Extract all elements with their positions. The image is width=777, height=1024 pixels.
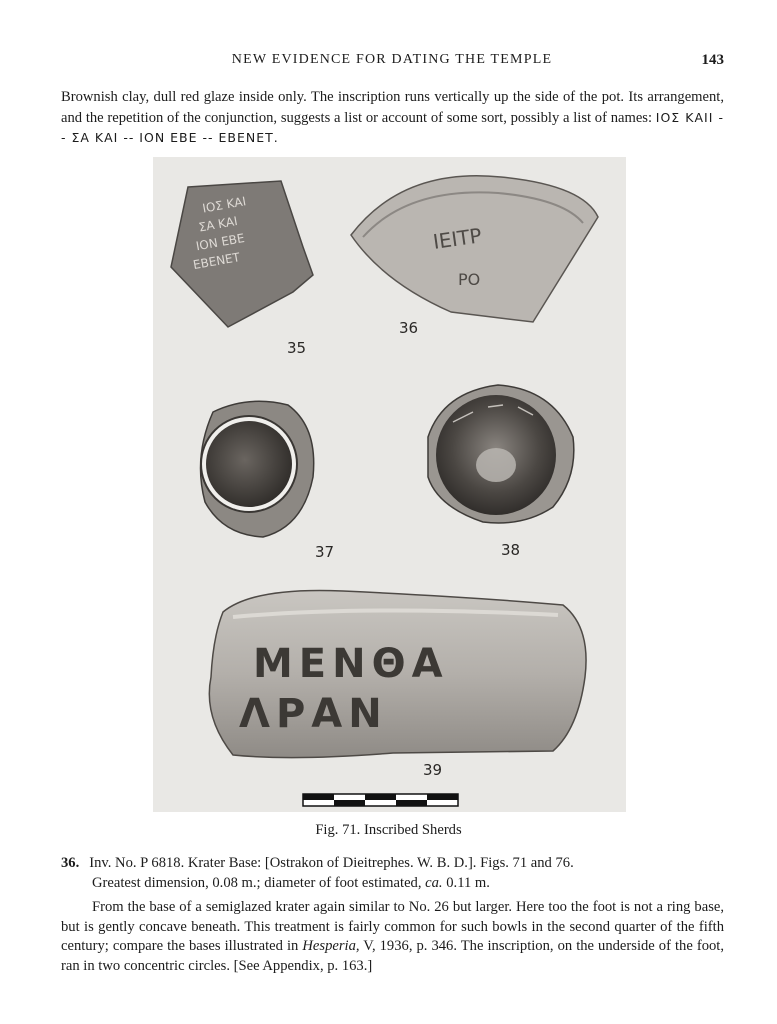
entry-circa: ca. <box>425 874 443 891</box>
sherd-36-line-2: ΡΟ <box>458 270 481 289</box>
entry-dimensions: Greatest dimension, 0.08 m.; diameter of foot estimated, <box>92 874 422 891</box>
entry-line-1: Inv. No. P 6818. Krater Base: [Ostrakon of Dieitrephes. W. B. D.]. Figs. 71 and 76. <box>89 855 574 871</box>
scale-bar <box>303 794 458 806</box>
sherd-39 <box>209 590 586 757</box>
intro-paragraph <box>61 88 724 149</box>
label-39: 39 <box>423 761 443 779</box>
sherd-36-line-1: ΙΕΙΤΡ <box>431 223 484 254</box>
entry-number: 36. <box>61 855 80 871</box>
sherd-35-line-2: ΣΑ ΚΑΙ <box>197 213 239 235</box>
catalogue-entry-body <box>61 898 724 976</box>
label-37: 37 <box>315 543 335 561</box>
entry-line-2 <box>61 874 724 894</box>
sherd-39-line-2: ΛΡΑΝ <box>239 691 388 737</box>
sherd-35 <box>171 181 313 327</box>
running-title: NEW EVIDENCE FOR DATING THE TEMPLE <box>231 52 553 67</box>
entry-description-text: From the base of a semiglazed krater again similar to No. 26 but larger. Here too the foot is not a ring base, but is gently concave beneath. This treatment is fairly common for such bowls in the second quarter of the fifth century; compare the bases illustrated in <box>61 899 724 954</box>
running-head <box>60 52 724 72</box>
sherd-35-line-1: ΙΟΣ ΚΑΙ <box>201 194 248 216</box>
sherd-36 <box>351 176 598 322</box>
journal-title: Hesperia, <box>302 938 360 954</box>
entry-description <box>61 898 724 976</box>
sherd-37 <box>201 401 314 537</box>
label-36: 36 <box>399 319 419 337</box>
figure-plate <box>153 157 626 812</box>
sherd-39-line-1: ΜΕΝΘΑ <box>253 641 449 687</box>
sherd-35-line-3: ΙΟΝ ΕΒΕ <box>194 231 246 254</box>
sherds-photograph <box>153 157 626 812</box>
entry-foot-diameter: 0.11 m. <box>446 874 490 891</box>
figure-caption-text: Inscribed Sherds <box>363 822 462 838</box>
figure-caption <box>0 822 777 839</box>
catalogue-entry-header <box>61 854 724 893</box>
entry-description-end: V, 1936, p. 346. The inscription, on the underside of the foot, ran in two concentric circles. [See Appendix, p. 163.] <box>61 938 724 974</box>
label-35: 35 <box>287 339 307 357</box>
page-number: 143 <box>701 52 724 68</box>
sherd-35-line-4: ΕΒΕΝΕΤ <box>192 250 242 273</box>
intro-greek-inscription: ΙΟΣ ΚΑΙΙ -- ΣΑ ΚΑΙ -- ΙΟΝ ΕΒΕ -- ΕΒΕΝΕΤ. <box>61 109 724 145</box>
intro-text: Brownish clay, dull red glaze inside only. The inscription runs vertically up the side of the pot. Its arrangement, and the repetition of the conjunction, suggests a list or account of some sort, possibly a list of names: <box>61 89 724 126</box>
figure-caption-prefix: Fig. 71. <box>315 822 361 838</box>
label-38: 38 <box>501 541 521 559</box>
sherd-38 <box>428 385 574 523</box>
